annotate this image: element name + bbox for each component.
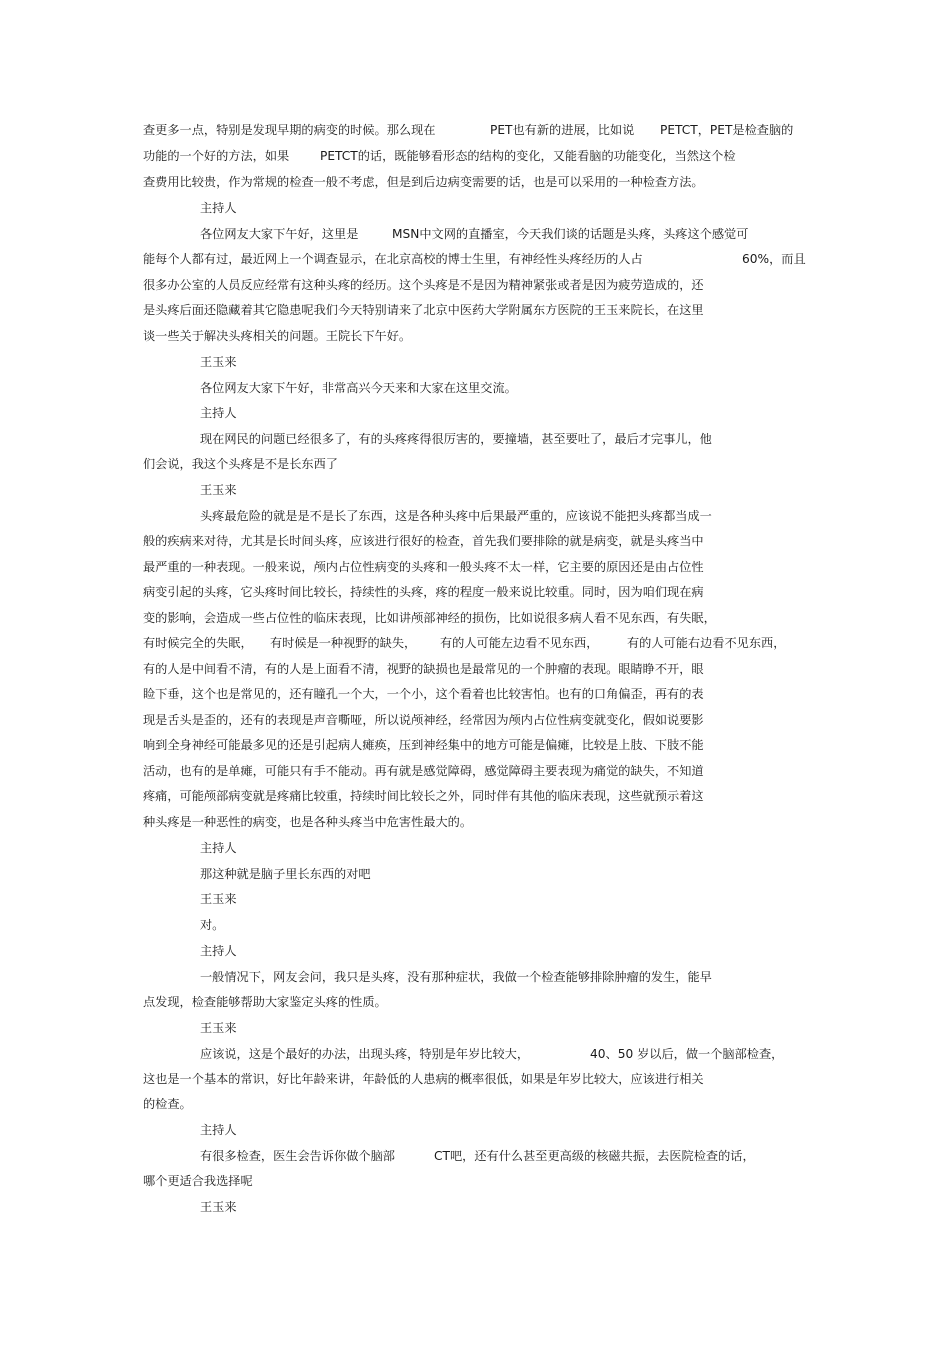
text-segment: MSN中文网的直播室，今天我们谈的话题是头疼，头疼这个感觉可 [392, 227, 749, 241]
text-segment: 的检查。 [143, 1097, 192, 1111]
text-segment: 功能的一个好的方法，如果 [143, 149, 290, 163]
text-segment: 主持人 [200, 944, 237, 958]
text-line [0, 709, 950, 731]
text-segment: 查费用比较贵，作为常规的检查一般不考虑，但是到后边病变需要的话，也是可以采用的一种检查方法。 [143, 175, 704, 189]
text-line [0, 351, 950, 373]
text-line [0, 914, 950, 936]
text-line [0, 197, 950, 219]
text-segment: 有很多检查，医生会告诉你做个脑部 [200, 1149, 395, 1163]
text-line [0, 837, 950, 859]
text-segment: 查更多一点，特别是发现早期的病变的时候。那么现在 [143, 123, 436, 137]
text-line [0, 581, 950, 603]
text-segment: 对。 [200, 918, 225, 932]
text-segment: 应该说，这是个最好的办法，出现头疼，特别是年岁比较大， [200, 1047, 530, 1061]
text-segment: 有时候完全的失眠， [143, 636, 253, 650]
text-segment: 现是舌头是歪的，还有的表现是声音嘶哑，所以说颅神经，经常因为颅内占位性病变就变化，假如说要影 [143, 713, 704, 727]
text-segment: 王玉来 [200, 1200, 237, 1214]
text-line [0, 428, 950, 450]
text-line [0, 1093, 950, 1115]
text-segment: 40、50 岁以后，做一个脑部检查， [590, 1047, 784, 1061]
text-segment: 响到全身神经可能最多见的还是引起病人瘫痪，压到神经集中的地方可能是偏瘫，比较是上肢、下肢不能 [143, 738, 704, 752]
text-line [0, 940, 950, 962]
text-segment: 疼痛，可能颅部病变就是疼痛比较重，持续时间比较长之外，同时伴有其他的临床表现，这些就预示着这 [143, 789, 704, 803]
text-line [0, 966, 950, 988]
text-line [0, 607, 950, 629]
text-line [0, 760, 950, 782]
text-segment: 病变引起的头疼，它头疼时间比较长，持续性的头疼，疼的程度一般来说比较重。同时，因为咱们现在病 [143, 585, 704, 599]
text-line [0, 1170, 950, 1192]
text-segment: 们会说，我这个头疼是不是长东西了 [143, 457, 338, 471]
text-line [0, 1043, 950, 1065]
text-segment: 点发现，检查能够帮助大家鉴定头疼的性质。 [143, 995, 387, 1009]
text-line [0, 556, 950, 578]
text-line [0, 223, 950, 245]
text-segment: 谈一些关于解决头疼相关的问题。王院长下午好。 [143, 329, 412, 343]
text-line [0, 991, 950, 1013]
text-segment: 60%，而且 [742, 252, 806, 266]
text-segment: 种头疼是一种恶性的病变，也是各种头疼当中危害性最大的。 [143, 815, 473, 829]
text-segment: PETCT的话，既能够看形态的结构的变化，又能看脑的功能变化，当然这个检 [320, 149, 736, 163]
text-line [0, 863, 950, 885]
text-segment: 哪个更适合我选择呢 [143, 1174, 253, 1188]
text-line [0, 1017, 950, 1039]
text-line [0, 479, 950, 501]
text-segment: 是头疼后面还隐藏着其它隐患呢我们今天特别请来了北京中医药大学附属东方医院的王玉来院长，在这里 [143, 303, 704, 317]
text-line [0, 1145, 950, 1167]
text-line [0, 119, 950, 141]
text-segment: 般的疾病来对待，尤其是长时间头疼，应该进行很好的检查，首先我们要排除的就是病变，就是头疼当中 [143, 534, 704, 548]
text-line [0, 785, 950, 807]
text-line [0, 453, 950, 475]
text-line [0, 888, 950, 910]
text-segment: 很多办公室的人员反应经常有这种头疼的经历。这个头疼是不是因为精神紧张或者是因为疲劳造成的，还 [143, 278, 704, 292]
text-segment: 能每个人都有过，最近网上一个调查显示，在北京高校的博士生里，有神经性头疼经历的人占 [143, 252, 643, 266]
text-segment: 王玉来 [200, 355, 237, 369]
text-segment: PET也有新的进展，比如说 [490, 123, 635, 137]
text-line [0, 632, 950, 654]
text-line [0, 377, 950, 399]
text-segment: 有时候是一种视野的缺失， [270, 636, 417, 650]
text-line [0, 811, 950, 833]
text-segment: 变的影响，会造成一些占位性的临床表现，比如讲颅部神经的损伤，比如说很多病人看不见东西，有失眠， [143, 611, 716, 625]
text-segment: 那这种就是脑子里长东西的对吧 [200, 867, 371, 881]
text-segment: 活动，也有的是单瘫，可能只有手不能动。再有就是感觉障碍，感觉障碍主要表现为痛觉的缺失，不知道 [143, 764, 704, 778]
text-segment: 各位网友大家下午好，这里是 [200, 227, 359, 241]
text-segment: 各位网友大家下午好，非常高兴今天来和大家在这里交流。 [200, 381, 517, 395]
text-line [0, 1068, 950, 1090]
text-segment: 王玉来 [200, 1021, 237, 1035]
text-line [0, 171, 950, 193]
text-line [0, 1119, 950, 1141]
text-line [0, 248, 950, 270]
text-segment: 头疼最危险的就是是不是长了东西，这是各种头疼中后果最严重的，应该说不能把头疼都当成一 [200, 509, 712, 523]
text-line [0, 683, 950, 705]
text-segment: 最严重的一种表现。一般来说，颅内占位性病变的头疼和一般头疼不太一样，它主要的原因还是由占位性 [143, 560, 704, 574]
text-segment: 主持人 [200, 201, 237, 215]
text-segment: 这也是一个基本的常识，好比年龄来讲，年龄低的人患病的概率很低，如果是年岁比较大，应该进行相关 [143, 1072, 704, 1086]
text-line [0, 658, 950, 680]
text-segment: 主持人 [200, 1123, 237, 1137]
text-line [0, 402, 950, 424]
text-segment: PETCT，PET是检查脑的 [660, 123, 794, 137]
text-line [0, 1196, 950, 1218]
text-line [0, 299, 950, 321]
text-segment: 主持人 [200, 406, 237, 420]
text-line [0, 145, 950, 167]
text-line [0, 505, 950, 527]
text-segment: 一般情况下，网友会问，我只是头疼，没有那种症状，我做一个检查能够排除肿瘤的发生，能早 [200, 970, 712, 984]
text-line [0, 274, 950, 296]
text-segment: CT吧，还有什么甚至更高级的核磁共振，去医院检查的话， [434, 1149, 755, 1163]
text-segment: 有的人可能右边看不见东西， [627, 636, 786, 650]
text-segment: 有的人可能左边看不见东西， [440, 636, 599, 650]
text-segment: 王玉来 [200, 483, 237, 497]
text-segment: 现在网民的问题已经很多了，有的头疼疼得很厉害的，要撞墙，甚至要吐了，最后才完事儿，他 [200, 432, 712, 446]
text-segment: 王玉来 [200, 892, 237, 906]
text-line [0, 325, 950, 347]
text-segment: 主持人 [200, 841, 237, 855]
text-segment: 睑下垂，这个也是常见的，还有瞳孔一个大，一个小，这个看着也比较害怕。也有的口角偏歪，再有的表 [143, 687, 704, 701]
text-line [0, 530, 950, 552]
text-segment: 有的人是中间看不清，有的人是上面看不清，视野的缺损也是最常见的一个肿瘤的表现。眼睛睁不开，眼 [143, 662, 704, 676]
text-line [0, 734, 950, 756]
